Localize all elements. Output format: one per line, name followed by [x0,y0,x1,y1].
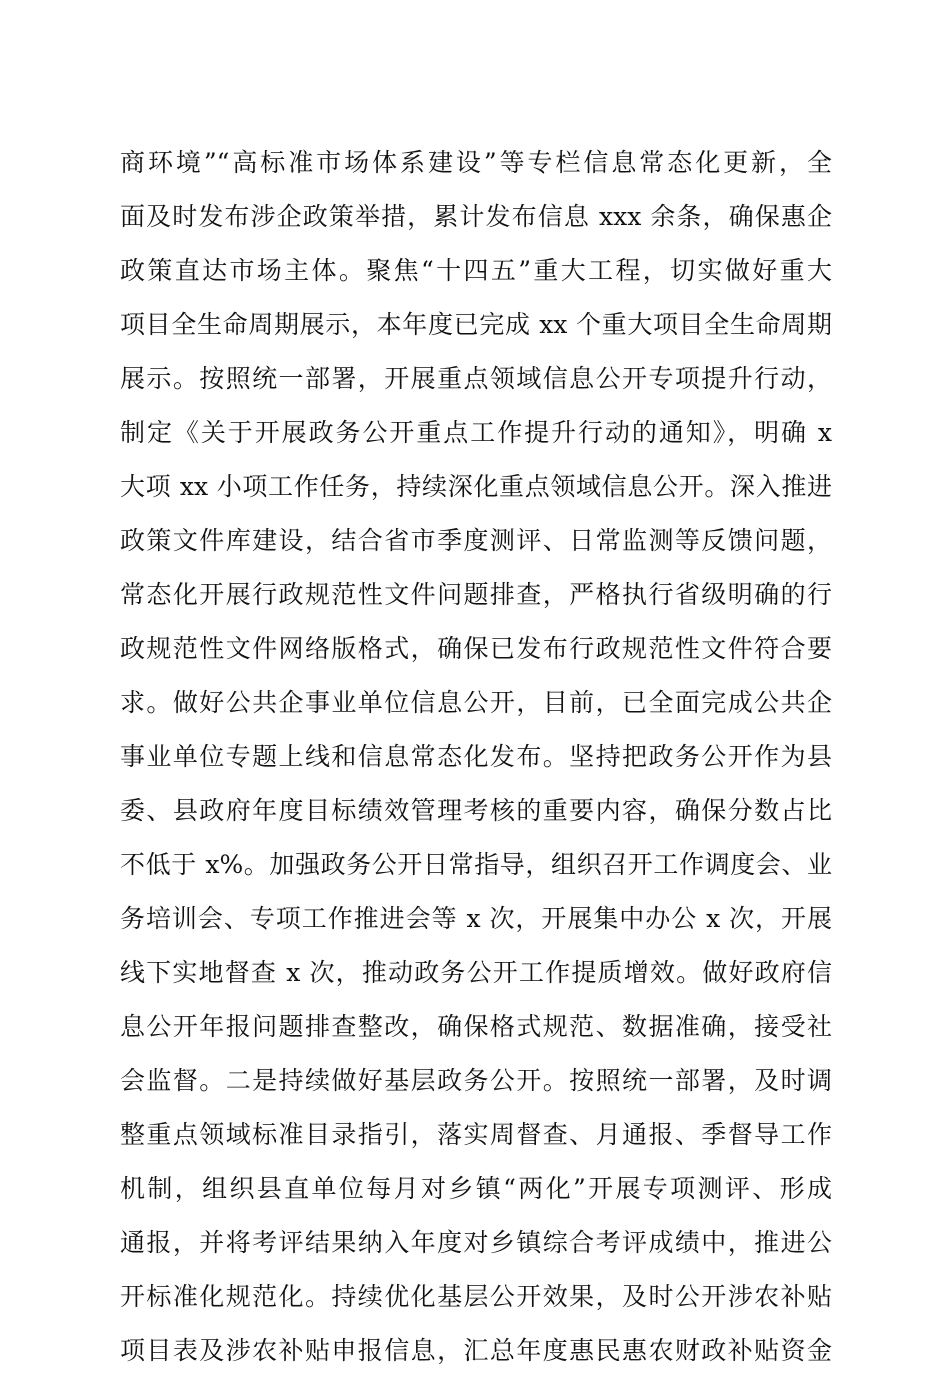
text-line: 大项 xx 小项工作任务，持续深化重点领域信息公开。深入推进 [120,472,832,501]
text-line: 务培训会、专项工作推进会等 x 次，开展集中办公 x 次，开展 [120,904,832,933]
text-line: 政策文件库建设，结合省市季度测评、日常监测等反馈问题， [120,526,832,555]
text-line: 息公开年报问题排查整改，确保格式规范、数据准确，接受社 [120,1012,832,1041]
text-line: 商环境”“高标准市场体系建设”等专栏信息常态化更新，全 [120,148,832,177]
text-line: 政策直达市场主体。聚焦“十四五”重大工程，切实做好重大 [120,256,832,285]
text-line: 委、县政府年度目标绩效管理考核的重要内容，确保分数占比 [120,796,832,825]
text-line: 项目表及涉农补贴申报信息，汇总年度惠民惠农财政补贴资金 [120,1336,832,1365]
text-line: 会监督。二是持续做好基层政务公开。按照统一部署，及时调 [120,1066,832,1095]
text-line: 整重点领域标准目录指引，落实周督查、月通报、季督导工作 [120,1120,832,1149]
text-line: 制定《关于开展政务公开重点工作提升行动的通知》，明确 x [120,418,832,447]
text-line: 不低于 x%。加强政务公开日常指导，组织召开工作调度会、业 [120,850,832,879]
text-line: 面及时发布涉企政策举措，累计发布信息 xxx 余条，确保惠企 [120,202,832,231]
text-line: 政规范性文件网络版格式，确保已发布行政规范性文件符合要 [120,634,832,663]
text-line: 通报，并将考评结果纳入年度对乡镇综合考评成绩中，推进公 [120,1228,832,1257]
text-line: 常态化开展行政规范性文件问题排查，严格执行省级明确的行 [120,580,832,609]
text-line: 事业单位专题上线和信息常态化发布。坚持把政务公开作为县 [120,742,832,771]
text-line: 求。做好公共企事业单位信息公开，目前，已全面完成公共企 [120,688,832,717]
text-line: 线下实地督查 x 次，推动政务公开工作提质增效。做好政府信 [120,958,832,987]
text-line: 项目全生命周期展示，本年度已完成 xx 个重大项目全生命周期 [120,310,832,339]
body-text [120,136,832,1378]
text-line: 展示。按照统一部署，开展重点领域信息公开专项提升行动， [120,364,832,393]
text-line: 开标准化规范化。持续优化基层公开效果，及时公开涉农补贴 [120,1282,832,1311]
text-line: 机制，组织县直单位每月对乡镇“两化”开展专项测评、形成 [120,1174,832,1203]
